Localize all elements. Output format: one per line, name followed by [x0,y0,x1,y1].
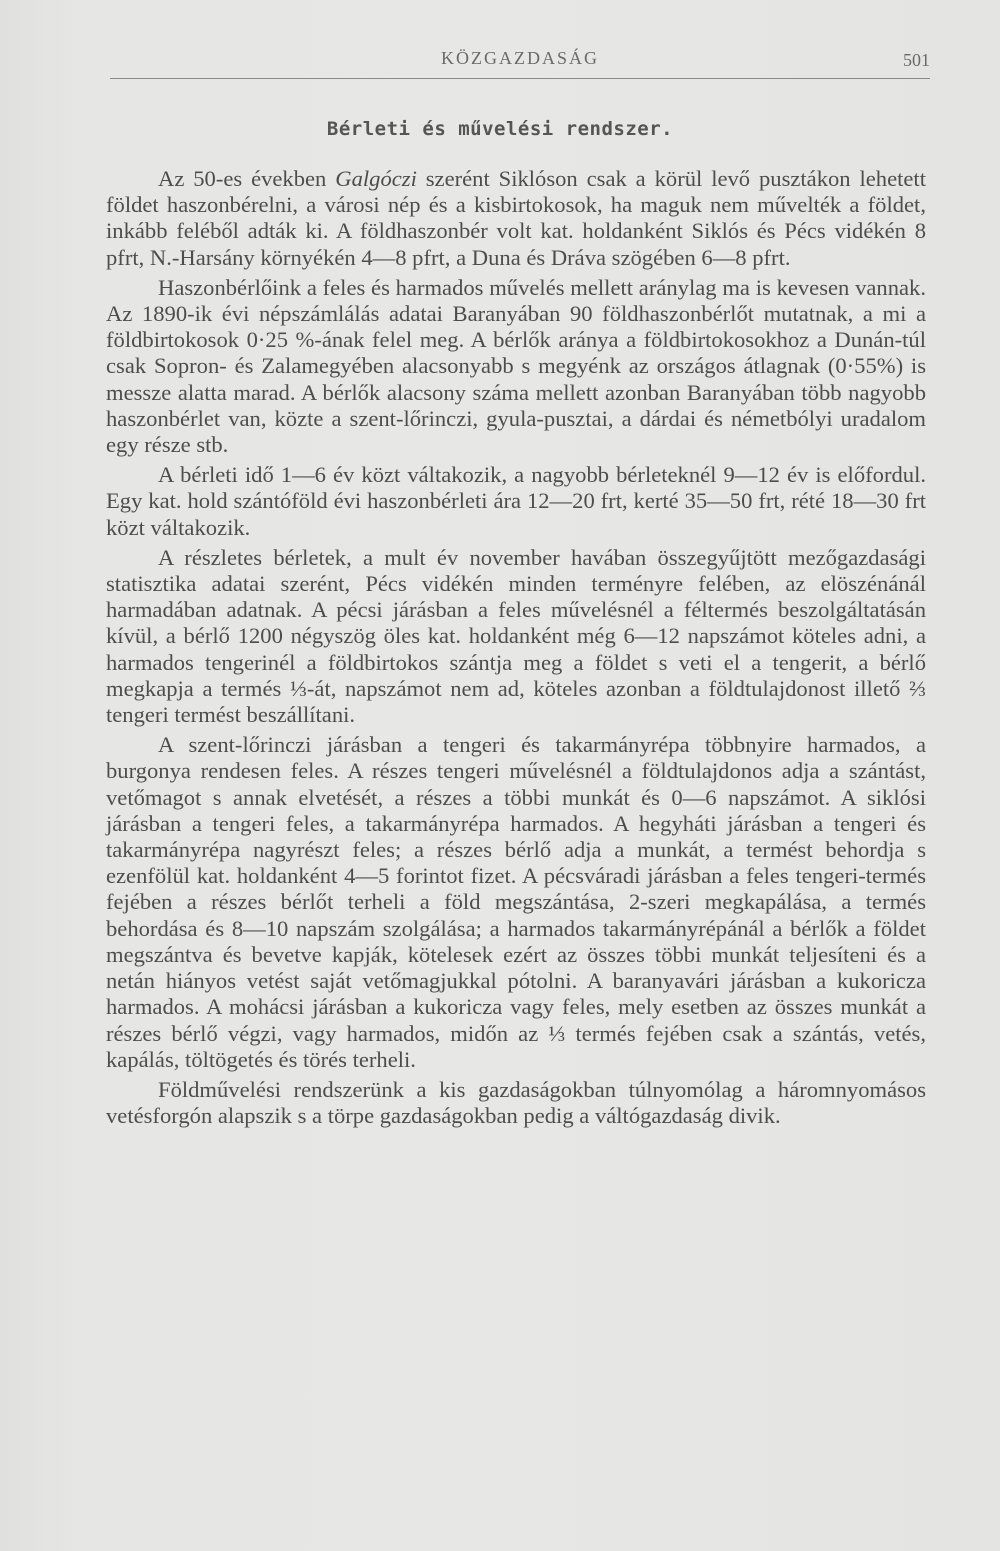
running-head [110,48,930,79]
paragraph [106,166,926,271]
paragraph: Földművelési rendszerünk a kis gazdaságokban túlnyomólag a háromnyomásos vetésforgón alapszik s a törpe gazdaságokban pedig a váltógazdaság divik. [106,1076,926,1129]
paragraph: A szent-lőrinczi járásban a tengeri és takarmányrépa többnyire harmados, a burgonya rendesen feles. A részes tengeri művelésnél a földtulajdonos adja a szántást, vetőmagot s annak elvetését, a részes a többi munkát és 0—6 napszámot. A siklósi járásban a tengeri feles, a takarmányrépa harmados. A hegyháti járásban a tengeri és takarmányrépa nagyrészt feles; a részes bérlő adja a munkát, a termést behordja s ezenfölül kat. holdanként 4—5 forintot fizet. A pécsváradi járásban a feles tengeri-termés fejében a részes bérlőt terheli a föld megszántása, 2-szeri megkapálása, a termés behordása és 8—10 napszám szolgálása; a harmados takarmányrépánál a bérlők a földet megszántva és bevetve kapják, kötelesek ezért az összes többi munkát teljesíteni és a netán hiányos vetést saját vetőmagjukkal pótolni. A baranyavári járásban a kukoricza harmados. A mohácsi járásban a kukoricza vagy feles, mely esetben az összes munkát a részes bérlő végzi, vagy harmados, midőn az ⅓ termés fejében csak a szántás, vetés, kapálás, töltögetés és törés terheli. [106,732,926,1072]
body-text [106,166,926,1133]
section-title: Bérleti és művelési rendszer. [326,118,674,140]
paragraph: A részletes bérletek, a mult év november havában összegyűjtött mezőgazdasági statisztika adatai szerént, Pécs vidékén minden terményre felében, az elöszénánál harmadában adatnak. A pécsi járásban a feles művelésnél a féltermés beszolgáltatásán kívül, a bérlő 1200 négyszög öles kat. holdanként még 6—12 napszámot köteles adni, a harmados tengerinél a földbirtokos szántja meg a földet s veti el a tengerit, a bérlő megkapja a termés ⅓-át, napszámot nem ad, köteles azonban a földtulajdonost illető ⅔ tengeri termést beszállítani. [106,544,926,728]
paragraph: Haszonbérlőink a feles és harmados művelés mellett aránylag ma is kevesen vannak. Az 1890-ik évi népszámlálás adatai Baranyában 90 földhaszonbérlőt mutatnak, a mi a földbirtokosok 0·25 %-ának felel meg. A bérlők aránya a földbirtokosokhoz a Dunán-túl csak Sopron- és Zalamegyében alacsonyabb s megyénk az országos átlagnak (0·55%) is messze alatta marad. A bérlők alacsony száma mellett azonban Baranyában több nagyobb haszonbérlet van, közte a szent-lőrinczi, gyula-pusztai, a dárdai és németbólyi uradalom egy része stb. [106,274,926,458]
paragraph: A bérleti idő 1—6 év közt váltakozik, a nagyobb bérleteknél 9—12 év is előfordul. Egy kat. hold szántóföld évi haszonbérleti ára 12—20 frt, kerté 35—50 frt, rété 18—30 frt közt váltakozik. [106,462,926,540]
paragraph-text: Az 50-es években [158,166,336,191]
running-title: KÖZGAZDASÁG [441,48,599,68]
author-name: Galgóczi [335,166,417,191]
page-number: 501 [903,50,930,70]
paragraph-text: szerént Siklóson csak a körül levő pusztákon lehetett földet haszonbérelni, a városi nép és a kisbirtokosok, ha maguk nem művelték a földet, inkább feléből adták ki. A földhaszonbér volt kat. holdanként Siklós és Pécs vidékén 8 pfrt, N.-Harsány környékén 4—8 pfrt, a Duna és Dráva szögében 6—8 pfrt. [106,166,926,270]
